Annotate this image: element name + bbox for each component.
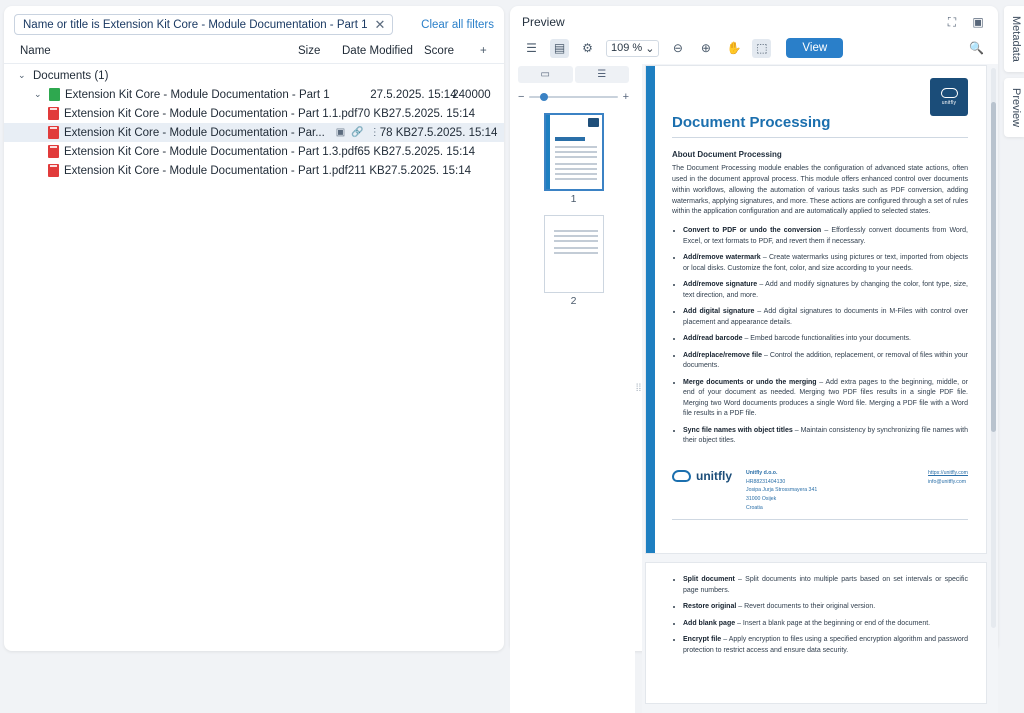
- gear-icon[interactable]: ⚙: [582, 41, 593, 55]
- row-score: 240000: [452, 88, 491, 101]
- list-item: • Encrypt file – Apply encryption to files using a specified encryption algorithm and password protection to restrict access and ensure data security.: [683, 635, 968, 656]
- preview-panel: [510, 6, 998, 654]
- document-footer: [672, 461, 968, 513]
- link-icon[interactable]: 🔗: [351, 127, 364, 138]
- row-name: Extension Kit Core - Module Documentation - Part 1: [65, 88, 330, 101]
- clear-all-filters-link[interactable]: Clear all filters: [421, 18, 494, 31]
- page-viewport[interactable]: [642, 64, 998, 713]
- thumbnail-zoom-minus[interactable]: −: [518, 91, 525, 103]
- thumbnail-zoom-slider[interactable]: [518, 91, 629, 103]
- preview-header: [510, 6, 998, 34]
- table-row-selected[interactable]: [4, 123, 504, 142]
- feature-list: [672, 226, 968, 447]
- pdf-icon: [48, 164, 59, 177]
- pane-splitter[interactable]: ⁞⁞: [635, 383, 642, 394]
- thumbnail-page-1[interactable]: [544, 113, 604, 191]
- slider-track[interactable]: [529, 96, 617, 98]
- thumbnail-label-2: 2: [570, 295, 577, 307]
- pan-icon[interactable]: ✋: [726, 41, 742, 55]
- row-size: 78 KB: [379, 126, 412, 139]
- tab-pages[interactable]: ▭: [518, 66, 573, 83]
- page-logo: [588, 118, 599, 127]
- page-accent-strip: [646, 66, 655, 553]
- close-icon[interactable]: ✕: [374, 17, 386, 32]
- thumbnail-label-1: 1: [570, 193, 577, 205]
- column-header-name[interactable]: Name: [20, 45, 51, 57]
- sidebar-toggle-icon[interactable]: ▤: [550, 39, 569, 58]
- list-item: • Add digital signature – Add digital signatures to documents in M-Files with control over placement and appearance details.: [683, 307, 968, 328]
- view-button[interactable]: View: [786, 38, 843, 58]
- column-header-score[interactable]: Score: [424, 45, 455, 57]
- group-label: Documents (1): [33, 69, 109, 82]
- cloud-icon: [672, 470, 691, 482]
- list-item: • Add/read barcode – Embed barcode functionalities into your documents.: [683, 334, 968, 345]
- thumbnail-page-2[interactable]: [544, 215, 604, 293]
- pdf-icon: [48, 145, 59, 158]
- website-link[interactable]: https://unitfly.com: [928, 469, 968, 476]
- list-item: • Restore original – Revert documents to their original version.: [683, 602, 968, 613]
- add-column-button[interactable]: +: [480, 45, 487, 57]
- zoom-out-icon[interactable]: ⊖: [672, 41, 683, 55]
- row-date: 27.5.2025. 15:14: [388, 145, 476, 158]
- vertical-scrollbar[interactable]: [991, 68, 996, 628]
- footer-address: Unitfly d.o.o. HR88231404130 Josipa Jurja Strossmayera 341 31000 Osijek Croatia: [746, 469, 818, 512]
- list-item: • Convert to PDF or undo the conversion – Effortlessly convert documents from Word, Excel, or text formats to PDF, and revert them if necessary.: [683, 226, 968, 247]
- list-item: • Split document – Split documents into multiple parts based on set intervals or specific page numbers.: [683, 575, 968, 596]
- row-actions: [336, 127, 380, 138]
- filter-chip[interactable]: [14, 14, 393, 35]
- row-name: Extension Kit Core - Module Documentation - Part 1.pdf: [64, 164, 348, 177]
- footer-brand: unitfly: [696, 468, 732, 483]
- edge-tabs: [1002, 6, 1024, 137]
- results-rows: [4, 64, 504, 180]
- document-page-2: [646, 563, 986, 703]
- feature-list-page-2: [672, 575, 968, 656]
- preview-title: Preview: [522, 15, 565, 29]
- row-date: 27.5.2025. 15:14: [411, 126, 498, 139]
- row-size: 211 KB: [347, 164, 385, 177]
- table-row[interactable]: [4, 142, 504, 161]
- row-date: 27.5.2025. 15:14: [370, 88, 457, 101]
- row-date: 27.5.2025. 15:14: [388, 107, 476, 120]
- chevron-down-icon[interactable]: ⌄: [34, 89, 42, 99]
- table-row[interactable]: [4, 85, 504, 104]
- search-icon[interactable]: 🔍: [969, 41, 984, 55]
- page-strip: [546, 115, 550, 189]
- green-object-icon: [49, 88, 60, 101]
- zoom-select[interactable]: [606, 40, 659, 57]
- thumbnail-tabs: [518, 66, 629, 83]
- row-size: 65 KB: [357, 145, 389, 158]
- column-header-size[interactable]: Size: [298, 45, 321, 57]
- list-item: • Add/remove signature – Add and modify signatures by changing the color, font type, size, text direction, and more.: [683, 280, 968, 301]
- more-icon[interactable]: ⋮: [369, 127, 380, 138]
- layout-icon[interactable]: ▣: [972, 15, 984, 29]
- document-page-1: [646, 66, 986, 553]
- pdf-body: [510, 64, 998, 713]
- search-results-panel: [4, 6, 504, 651]
- heading-divider: [672, 137, 968, 138]
- brand-name: unitfly: [941, 100, 957, 106]
- pdf-icon: [48, 126, 59, 139]
- row-name: Extension Kit Core - Module Documentation - Part 1.1.pdf: [64, 107, 358, 120]
- chevron-down-icon[interactable]: ⌄: [18, 70, 26, 80]
- row-name: Extension Kit Core - Module Documentation - Par...: [64, 126, 325, 139]
- row-name: Extension Kit Core - Module Documentation - Part 1.3.pdf: [64, 145, 358, 158]
- tab-preview[interactable]: Preview: [1004, 78, 1024, 137]
- select-area-icon[interactable]: ⬚: [752, 39, 771, 58]
- chevron-down-icon: ⌄: [645, 42, 655, 55]
- footer-divider: [672, 519, 968, 520]
- section-intro: The Document Processing module enables the configuration of advanced state actions, often used in the document approval process. This module offers enhanced control over documents within workflows, allowing the automation of various tasks such as PDF conversion, adding watermarks, applying signatures, and more. These actions are configured through a set of rules within the application configuration and are automatically applied to selected states.: [672, 165, 968, 216]
- pdf-toolbar: [510, 34, 998, 64]
- results-grid-header: [4, 41, 504, 64]
- list-item: • Add/remove watermark – Create watermarks using pictures or text, imported from objects or local disks. Customize the font, color, and size according to your needs.: [683, 253, 968, 274]
- cloud-icon: [941, 88, 958, 98]
- table-row[interactable]: [4, 161, 504, 180]
- menu-icon[interactable]: ☰: [526, 41, 537, 55]
- pdf-icon: [48, 107, 59, 120]
- brand-badge: [930, 78, 968, 116]
- column-header-date-modified[interactable]: Date Modified: [342, 45, 413, 57]
- preview-icon[interactable]: ▣: [335, 127, 346, 138]
- footer-links: [928, 469, 968, 487]
- zoom-in-icon[interactable]: ⊕: [700, 41, 711, 55]
- slider-handle[interactable]: [540, 93, 548, 101]
- list-item: • Merge documents or undo the merging – Add extra pages to the beginning, middle, or end of your document as needed. Merging two PDF files results in a single PDF file. Merging two Word documents produces a single Word file. Merging a PDF file with a Word file results in a PDF file.: [683, 378, 968, 420]
- thumbnail-zoom-plus[interactable]: +: [622, 91, 629, 103]
- footer-logo: [672, 469, 732, 483]
- list-item: • Add/replace/remove file – Control the addition, replacement, or removal of files within your documents.: [683, 351, 968, 372]
- section-title: About Document Processing: [672, 150, 782, 159]
- group-header-documents[interactable]: [4, 66, 504, 85]
- table-row[interactable]: [4, 104, 504, 123]
- tab-outline[interactable]: ☰: [575, 66, 630, 83]
- scrollbar-thumb[interactable]: [991, 102, 996, 432]
- preview-header-icons: [944, 14, 986, 30]
- email-link[interactable]: info@unitfly.com: [928, 478, 967, 485]
- zoom-value: 109 %: [611, 42, 643, 54]
- document-heading: Document Processing: [672, 114, 831, 131]
- list-item: • Sync file names with object titles – Maintain consistency by synchronizing file names with their object titles.: [683, 426, 968, 447]
- tab-metadata[interactable]: Metadata: [1004, 6, 1024, 72]
- expand-icon[interactable]: ⛶: [947, 14, 957, 29]
- filter-chip-label: Name or title is Extension Kit Core - Module Documentation - Part 1: [23, 18, 368, 31]
- thumbnail-pane: [510, 64, 635, 713]
- list-item: • Add blank page – Insert a blank page at the beginning or end of the document.: [683, 619, 968, 630]
- row-date: 27.5.2025. 15:14: [384, 164, 472, 177]
- filter-bar: [4, 6, 504, 41]
- row-size: 70 KB: [357, 107, 389, 120]
- page-title-block: [555, 137, 585, 141]
